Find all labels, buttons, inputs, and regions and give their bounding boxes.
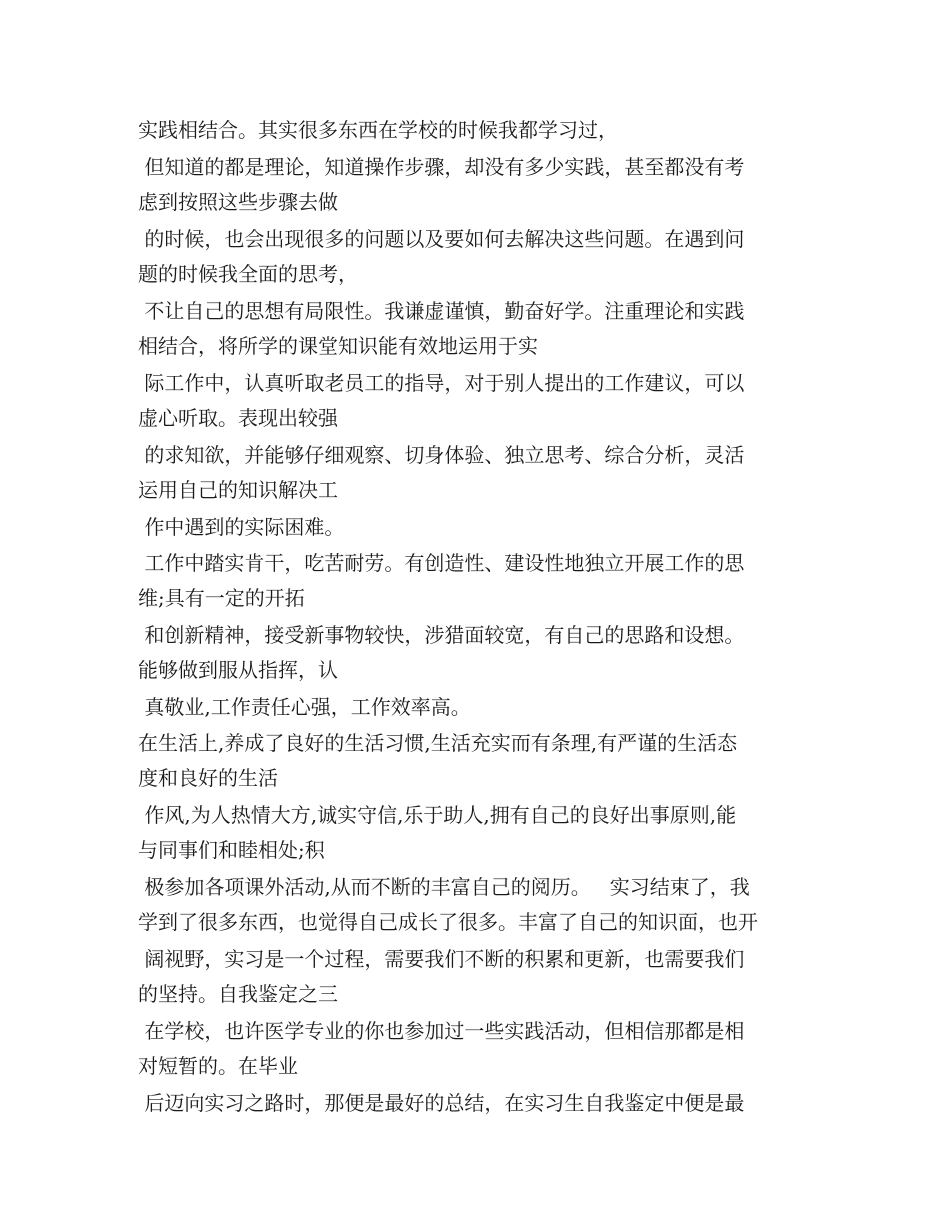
text-line: 作中遇到的实际困难。 (138, 515, 345, 539)
text-line: 维;具有一定的开拓 (138, 586, 305, 610)
text-line: 能够做到服从指挥，认 (138, 658, 338, 682)
text-line: 对短暂的。在毕业 (138, 1054, 298, 1078)
text-line: 不让自己的思想有局限性。我谦虚谨慎，勤奋好学。注重理论和实践 (138, 299, 745, 323)
text-line: 工作中踏实肯干，吃苦耐劳。有创造性、建设性地独立开展工作的思 (138, 551, 745, 575)
text-line: 后迈向实习之路时，那便是最好的总结，在实习生自我鉴定中便是最 (138, 1091, 745, 1115)
text-line: 与同事们和睦相处;积 (138, 838, 325, 862)
text-line: 相结合，将所学的课堂知识能有效地运用于实 (138, 334, 538, 358)
text-line: 度和良好的生活 (138, 766, 278, 790)
text-line: 际工作中，认真听取老员工的指导，对于别人提出的工作建议，可以 (138, 371, 745, 395)
text-line: 运用自己的知识解决工 (138, 478, 338, 502)
text-line: 虑到按照这些步骤去做 (138, 190, 338, 214)
text-line: 题的时候我全面的思考， (138, 262, 358, 286)
text-line: 的坚持。自我鉴定之三 (138, 982, 338, 1006)
text-line: 极参加各项课外活动,从而不断的丰富自己的阅历。 实习结束了，我 (138, 875, 750, 899)
text-line: 真敬业,工作责任心强，工作效率高。 (138, 695, 471, 719)
text-line: 但知道的都是理论，知道操作步骤，却没有多少实践，甚至都没有考 (138, 155, 745, 179)
text-line: 在生活上,养成了良好的生活习惯,生活充实而有条理,有严谨的生活态 (138, 731, 738, 755)
text-line: 在学校，也许医学专业的你也参加过一些实践活动，但相信那都是相 (138, 1019, 745, 1043)
text-line: 实践相结合。其实很多东西在学校的时候我都学习过， (138, 118, 618, 142)
text-line: 学到了很多东西，也觉得自己成长了很多。丰富了自己的知识面，也开 (138, 910, 758, 934)
text-line: 的时候，也会出现很多的问题以及要如何去解决这些问题。在遇到问 (138, 227, 745, 251)
text-line: 的求知欲，并能够仔细观察、切身体验、独立思考、综合分析，灵活 (138, 443, 745, 467)
text-line: 虚心听取。表现出较强 (138, 406, 338, 430)
text-line: 阔视野，实习是一个过程，需要我们不断的积累和更新，也需要我们 (138, 947, 745, 971)
text-line: 作风,为人热情大方,诚实守信,乐于助人,拥有自己的良好出事原则,能 (138, 803, 737, 827)
text-line: 和创新精神，接受新事物较快，涉猎面较宽，有自己的思路和设想。 (138, 623, 745, 647)
